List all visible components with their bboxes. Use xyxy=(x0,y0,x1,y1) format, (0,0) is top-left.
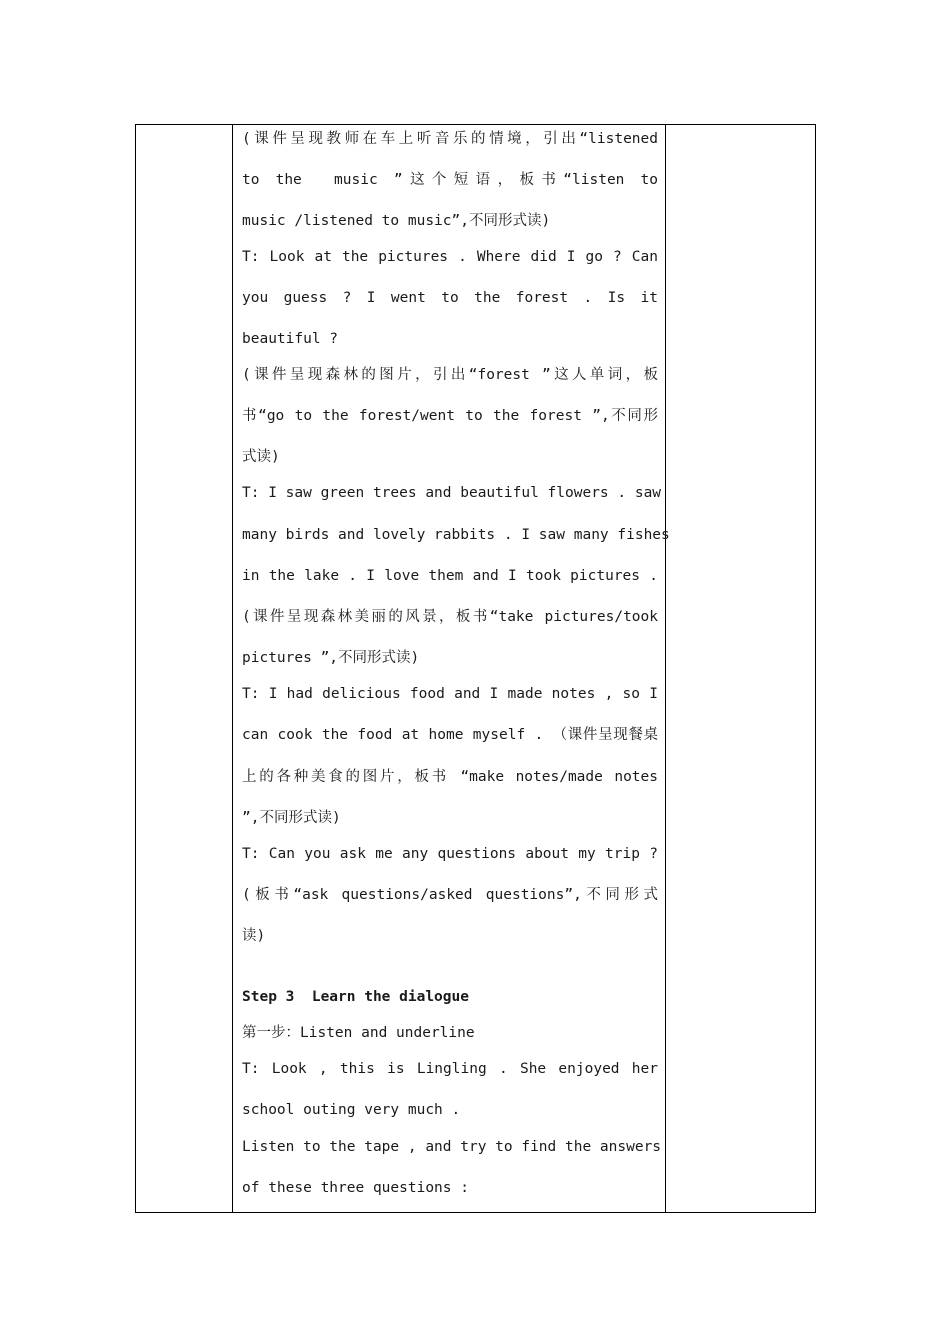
text-line: Listen to the tape , and try to find the answers xyxy=(242,1139,662,1155)
column-divider-left xyxy=(232,125,233,1212)
text-line: T: I had delicious food and I made notes , so I xyxy=(242,686,658,702)
step-heading: Step 3 Learn the dialogue xyxy=(242,989,469,1005)
text-line: you guess ? I went to the forest . Is it xyxy=(242,290,658,306)
text-line: school outing very much . xyxy=(242,1102,461,1118)
text-line: many birds and lovely rabbits . I saw many fishes xyxy=(242,527,670,543)
text-line: (课件呈现森林美丽的风景，板书“take pictures/took xyxy=(242,609,658,625)
text-line: (课件呈现教师在车上听音乐的情境，引出“listened xyxy=(242,131,658,147)
text-line: beautiful ? xyxy=(242,331,339,347)
text-line: pictures ”,不同形式读) xyxy=(242,650,420,666)
text-line: (课件呈现森林的图片，引出“forest ”这人单词，板 xyxy=(242,367,658,383)
column-divider-right xyxy=(665,125,666,1212)
text-line: T: I saw green trees and beautiful flowers . saw xyxy=(242,485,662,501)
text-line: T: Look , this is Lingling . She enjoyed her xyxy=(242,1061,658,1077)
text-line: 读) xyxy=(242,928,266,944)
text-line: 第一步：Listen and underline xyxy=(242,1025,475,1041)
text-line: ”,不同形式读) xyxy=(242,810,341,826)
text-line: T: Look at the pictures . Where did I go ? Can xyxy=(242,249,658,265)
text-line: (板书“ask questions/asked questions”,不同形式 xyxy=(242,887,658,903)
text-line: 上的各种美食的图片，板书 “make notes/made notes xyxy=(242,769,658,785)
text-line: T: Can you ask me any questions about my trip ? xyxy=(242,846,658,862)
text-line: in the lake . I love them and I took pictures . xyxy=(242,568,658,584)
text-line: 式读) xyxy=(242,449,280,465)
text-line: can cook the food at home myself . （课件呈现餐桌 xyxy=(242,727,658,743)
text-line: to the music ”这个短语，板书“listen to xyxy=(242,172,658,188)
lesson-plan-table xyxy=(135,124,816,1213)
text-line: of these three questions : xyxy=(242,1180,469,1196)
text-line: music /listened to music”,不同形式读) xyxy=(242,213,551,229)
text-line: 书“go to the forest/went to the forest ”,不同形 xyxy=(242,408,658,424)
